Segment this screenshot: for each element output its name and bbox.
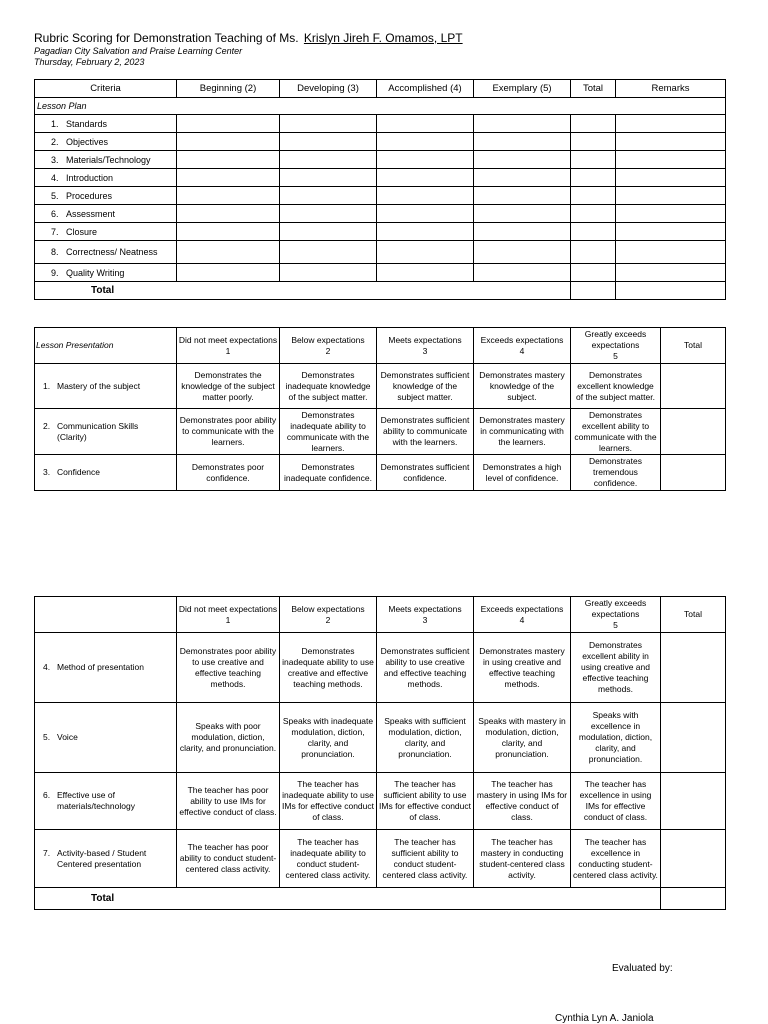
col-header-criteria: Criteria: [35, 80, 177, 98]
lesson-plan-section-row: [35, 98, 726, 115]
score-cell[interactable]: [377, 187, 474, 205]
criterion-number: 7.: [43, 847, 51, 858]
descriptor-cell[interactable]: Demonstrates inadequate ability to communicate with the learners.: [280, 409, 377, 455]
descriptor-cell[interactable]: Demonstrates sufficient confidence.: [377, 455, 474, 491]
criterion-number: 6.: [43, 790, 51, 800]
score-cell[interactable]: [377, 151, 474, 169]
criterion-label: Activity-based / Student Centered presentation: [57, 847, 147, 869]
col-header-beginning: Beginning (2): [177, 80, 280, 98]
score-cell[interactable]: [177, 223, 280, 241]
descriptor-cell[interactable]: Demonstrates sufficient ability to use creative and effective teaching methods.: [377, 633, 474, 703]
score-cell[interactable]: [571, 241, 616, 264]
teacher-name: Krislyn Jireh F. Omamos, LPT: [303, 31, 463, 45]
lesson-plan-row: [35, 223, 726, 241]
total-label: Total: [35, 888, 661, 910]
rubric-row: [35, 364, 726, 409]
row-total-cell[interactable]: [661, 633, 726, 703]
score-cell[interactable]: [177, 187, 280, 205]
level-header: [377, 328, 474, 364]
descriptor-cell[interactable]: Speaks with excellence in modulation, diction, clarity, and pronunciation.: [571, 703, 661, 773]
descriptor-cell[interactable]: The teacher has poor ability to conduct student-centered class activity.: [177, 830, 280, 888]
score-cell[interactable]: [377, 223, 474, 241]
score-cell[interactable]: [571, 264, 616, 282]
rubric-row: [35, 703, 726, 773]
level-label: Did not meet expectations: [178, 334, 278, 345]
level-header: [177, 328, 280, 364]
criterion-cell: [35, 830, 177, 888]
rubric-row: [35, 830, 726, 888]
row-total-cell[interactable]: [661, 830, 726, 888]
presentation-header-row: [35, 328, 726, 364]
criterion-label: Quality Writing: [66, 267, 125, 278]
criterion-cell: [35, 223, 177, 241]
score-cell[interactable]: [177, 151, 280, 169]
level-score: 2: [325, 614, 331, 625]
criterion-label: Objectives: [66, 136, 109, 147]
score-cell[interactable]: [377, 241, 474, 264]
criterion-number: 5.: [43, 732, 51, 742]
score-cell[interactable]: [280, 115, 377, 133]
score-cell[interactable]: [571, 205, 616, 223]
row-total-cell[interactable]: [661, 455, 726, 491]
level-label: Below expectations: [291, 334, 365, 345]
criterion-label: Assessment: [66, 208, 116, 219]
score-cell[interactable]: [616, 115, 726, 133]
score-cell[interactable]: [474, 151, 571, 169]
score-cell[interactable]: [616, 151, 726, 169]
col-header-exemplary: Exemplary (5): [474, 80, 571, 98]
criterion-label: Introduction: [66, 172, 114, 183]
descriptor-cell[interactable]: Demonstrates mastery in communicating with the learners.: [474, 409, 571, 455]
score-cell[interactable]: [571, 151, 616, 169]
criterion-cell: [35, 241, 177, 264]
criterion-label: Procedures: [66, 190, 113, 201]
level-score: 4: [519, 614, 525, 625]
score-cell[interactable]: [177, 169, 280, 187]
lesson-plan-row: [35, 151, 726, 169]
score-cell[interactable]: [377, 133, 474, 151]
score-cell[interactable]: [377, 169, 474, 187]
descriptor-cell[interactable]: Demonstrates sufficient ability to communicate with the learners.: [377, 409, 474, 455]
row-total-cell[interactable]: [661, 703, 726, 773]
criterion-cell: [35, 633, 177, 703]
descriptor-cell[interactable]: Demonstrates excellent ability in using creative and effective teaching methods.: [571, 633, 661, 703]
score-cell[interactable]: [571, 115, 616, 133]
level-label: Exceeds expectations: [480, 334, 564, 345]
level-score: 5: [613, 351, 618, 361]
school-name: Pagadian City Salvation and Praise Learning Center: [34, 46, 243, 56]
lesson-plan-row: [35, 205, 726, 223]
criterion-label: Confidence: [57, 467, 101, 477]
criterion-number: 4.: [43, 662, 51, 672]
row-total-cell[interactable]: [661, 409, 726, 455]
descriptor-cell[interactable]: Demonstrates tremendous confidence.: [571, 455, 661, 491]
grand-total-cell[interactable]: [661, 888, 726, 910]
descriptor-cell[interactable]: The teacher has sufficient ability to conduct student-centered class activity.: [377, 830, 474, 888]
criterion-cell: [35, 187, 177, 205]
criterion-label: Standards: [66, 118, 108, 129]
col-header-accomplished: Accomplished (4): [377, 80, 474, 98]
criterion-cell: [35, 169, 177, 187]
lesson-plan-row: [35, 169, 726, 187]
level-score: 4: [519, 345, 525, 356]
score-cell[interactable]: [616, 133, 726, 151]
level-header: [377, 597, 474, 633]
descriptor-cell[interactable]: Demonstrates mastery in using creative and effective teaching methods.: [474, 633, 571, 703]
score-cell[interactable]: [474, 205, 571, 223]
score-cell[interactable]: [280, 133, 377, 151]
level-score: 1: [225, 614, 231, 625]
score-cell[interactable]: [474, 223, 571, 241]
level-label: Meets expectations: [388, 334, 462, 345]
level-score: 3: [422, 345, 428, 356]
descriptor-cell[interactable]: Demonstrates a high level of confidence.: [474, 455, 571, 491]
descriptor-cell[interactable]: The teacher has excellence in conducting student-centered class activity.: [571, 830, 661, 888]
descriptor-cell[interactable]: The teacher has mastery in conducting student-centered class activity.: [474, 830, 571, 888]
col-header-total: Total: [571, 80, 616, 98]
criterion-label: Materials/Technology: [66, 154, 151, 165]
score-cell[interactable]: [280, 241, 377, 264]
descriptor-cell[interactable]: The teacher has sufficient ability to use IMs for effective conduct of class.: [377, 773, 474, 830]
level-label: Did not meet expectations: [178, 603, 278, 614]
level-header: [280, 328, 377, 364]
descriptor-cell[interactable]: Demonstrates excellent knowledge of the subject matter.: [571, 364, 661, 409]
score-cell[interactable]: [177, 241, 280, 264]
descriptor-cell[interactable]: Demonstrates excellent ability to communicate with the learners.: [571, 409, 661, 455]
lesson-plan-row: [35, 133, 726, 151]
level-label: Greatly exceeds expectations: [584, 598, 647, 619]
descriptor-cell[interactable]: Demonstrates inadequate knowledge of the subject matter.: [280, 364, 377, 409]
rubric-row: [35, 773, 726, 830]
score-cell[interactable]: [474, 187, 571, 205]
score-cell[interactable]: [616, 264, 726, 282]
criterion-number: 9.: [51, 267, 59, 278]
presentation2-header-row: [35, 597, 726, 633]
criterion-cell: [35, 264, 177, 282]
criterion-cell: [35, 364, 177, 409]
level-header: [571, 597, 661, 633]
lesson-plan-row: [35, 187, 726, 205]
score-cell[interactable]: [177, 264, 280, 282]
title-prefix: Rubric Scoring for Demonstration Teaching of Ms.: [34, 31, 299, 45]
criterion-label: Voice: [57, 732, 78, 742]
descriptor-cell[interactable]: Speaks with sufficient modulation, diction, clarity, and pronunciation.: [377, 703, 474, 773]
score-cell[interactable]: [571, 223, 616, 241]
score-cell[interactable]: [571, 169, 616, 187]
score-cell[interactable]: [474, 115, 571, 133]
score-cell[interactable]: [474, 241, 571, 264]
evaluated-by-label: Evaluated by:: [612, 963, 673, 974]
total-remarks-cell[interactable]: [616, 282, 726, 300]
criterion-number: 1.: [43, 380, 51, 391]
criterion-number: 6.: [51, 208, 59, 219]
total-col-header: Total: [661, 597, 726, 633]
criterion-number: 2.: [43, 420, 51, 431]
criterion-label: Method of presentation: [57, 662, 144, 672]
descriptor-cell[interactable]: Demonstrates inadequate ability to use creative and effective teaching methods.: [280, 633, 377, 703]
score-cell[interactable]: [280, 187, 377, 205]
criterion-number: 2.: [51, 136, 59, 147]
criterion-label: Mastery of the subject: [57, 380, 141, 391]
descriptor-cell[interactable]: Demonstrates poor ability to use creative and effective teaching methods.: [177, 633, 280, 703]
descriptor-cell[interactable]: The teacher has inadequate ability to use IMs for effective conduct of class.: [280, 773, 377, 830]
total-score-cell[interactable]: [571, 282, 616, 300]
criterion-cell: [35, 133, 177, 151]
criterion-cell: [35, 151, 177, 169]
score-cell[interactable]: [177, 115, 280, 133]
col-header-developing: Developing (3): [280, 80, 377, 98]
evaluation-date: Thursday, February 2, 2023: [34, 57, 145, 67]
descriptor-cell[interactable]: Demonstrates poor confidence.: [177, 455, 280, 491]
criterion-cell: [35, 205, 177, 223]
score-cell[interactable]: [280, 169, 377, 187]
lesson-presentation-table: [34, 327, 726, 491]
descriptor-cell[interactable]: Demonstrates poor ability to communicate with the learners.: [177, 409, 280, 455]
criterion-number: 1.: [51, 118, 59, 129]
criterion-cell: [35, 773, 177, 830]
score-cell[interactable]: [616, 187, 726, 205]
score-cell[interactable]: [377, 115, 474, 133]
level-header: [571, 328, 661, 364]
criterion-number: 8.: [51, 247, 59, 257]
section-label-cell: [35, 597, 177, 633]
descriptor-cell[interactable]: Demonstrates inadequate confidence.: [280, 455, 377, 491]
section-label-lesson-plan: Lesson Plan: [35, 98, 726, 115]
row-total-cell[interactable]: [661, 773, 726, 830]
criterion-label: Correctness/ Neatness: [66, 247, 158, 257]
row-total-cell[interactable]: [661, 364, 726, 409]
lesson-plan-row: [35, 241, 726, 264]
rubric-total-row: [35, 888, 726, 910]
level-label: Greatly exceeds expectations: [584, 329, 647, 350]
descriptor-cell[interactable]: Speaks with poor modulation, diction, clarity, and pronunciation.: [177, 703, 280, 773]
evaluator-name: Cynthia Lyn A. Janiola: [555, 1013, 654, 1024]
lesson-plan-total-row: [35, 282, 726, 300]
score-cell[interactable]: [474, 133, 571, 151]
criterion-label: Closure: [66, 226, 98, 237]
descriptor-cell[interactable]: Speaks with inadequate modulation, diction, clarity, and pronunciation.: [280, 703, 377, 773]
score-cell[interactable]: [571, 133, 616, 151]
criterion-number: 4.: [51, 172, 59, 183]
level-label: Below expectations: [291, 603, 365, 614]
descriptor-cell[interactable]: The teacher has mastery in using IMs for effective conduct of class.: [474, 773, 571, 830]
descriptor-cell[interactable]: Demonstrates the knowledge of the subject matter poorly.: [177, 364, 280, 409]
score-cell[interactable]: [280, 205, 377, 223]
score-cell[interactable]: [280, 223, 377, 241]
rubric-row: [35, 409, 726, 455]
criterion-label: Effective use of materials/technology: [57, 790, 135, 811]
score-cell[interactable]: [177, 133, 280, 151]
section-label-cell: Lesson Presentation: [35, 328, 177, 364]
descriptor-cell[interactable]: The teacher has poor ability to use IMs for effective conduct of class.: [177, 773, 280, 830]
score-cell[interactable]: [280, 264, 377, 282]
descriptor-cell[interactable]: The teacher has excellence in using IMs for effective conduct of class.: [571, 773, 661, 830]
lesson-plan-row: [35, 115, 726, 133]
level-score: 3: [422, 614, 428, 625]
descriptor-cell[interactable]: Demonstrates mastery knowledge of the subject.: [474, 364, 571, 409]
descriptor-cell[interactable]: Demonstrates sufficient knowledge of the subject matter.: [377, 364, 474, 409]
score-cell[interactable]: [616, 223, 726, 241]
criterion-cell: [35, 703, 177, 773]
lesson-presentation-table-continued: [34, 596, 726, 910]
level-header: [280, 597, 377, 633]
score-cell[interactable]: [177, 205, 280, 223]
criterion-label: Communication Skills (Clarity): [57, 420, 139, 442]
level-header: [474, 328, 571, 364]
score-cell[interactable]: [377, 205, 474, 223]
level-label: Meets expectations: [388, 603, 462, 614]
score-cell[interactable]: [616, 241, 726, 264]
criterion-number: 5.: [51, 190, 59, 201]
score-cell[interactable]: [474, 169, 571, 187]
criterion-number: 3.: [51, 154, 59, 165]
level-header: [177, 597, 280, 633]
level-score: 1: [225, 345, 231, 356]
lesson-plan-row: [35, 264, 726, 282]
criterion-cell: [35, 115, 177, 133]
descriptor-cell[interactable]: Speaks with mastery in modulation, diction, clarity, and pronunciation.: [474, 703, 571, 773]
criterion-number: 7.: [51, 226, 59, 237]
rubric-row: [35, 455, 726, 491]
criterion-cell: [35, 409, 177, 455]
rubric-row: [35, 633, 726, 703]
score-cell[interactable]: [616, 169, 726, 187]
total-label: Total: [35, 282, 571, 300]
criterion-number: 3.: [43, 467, 51, 477]
criterion-cell: [35, 455, 177, 491]
total-col-header: Total: [661, 328, 726, 364]
lesson-plan-header-row: [35, 80, 726, 98]
level-label: Exceeds expectations: [480, 603, 564, 614]
lesson-plan-table: [34, 79, 726, 300]
level-header: [474, 597, 571, 633]
score-cell[interactable]: [474, 264, 571, 282]
col-header-remarks: Remarks: [616, 80, 726, 98]
level-score: 5: [613, 620, 618, 630]
score-cell[interactable]: [377, 264, 474, 282]
document-title: [34, 31, 463, 45]
score-cell[interactable]: [280, 151, 377, 169]
level-score: 2: [325, 345, 331, 356]
score-cell[interactable]: [571, 187, 616, 205]
score-cell[interactable]: [616, 205, 726, 223]
descriptor-cell[interactable]: The teacher has inadequate ability to conduct student-centered class activity.: [280, 830, 377, 888]
